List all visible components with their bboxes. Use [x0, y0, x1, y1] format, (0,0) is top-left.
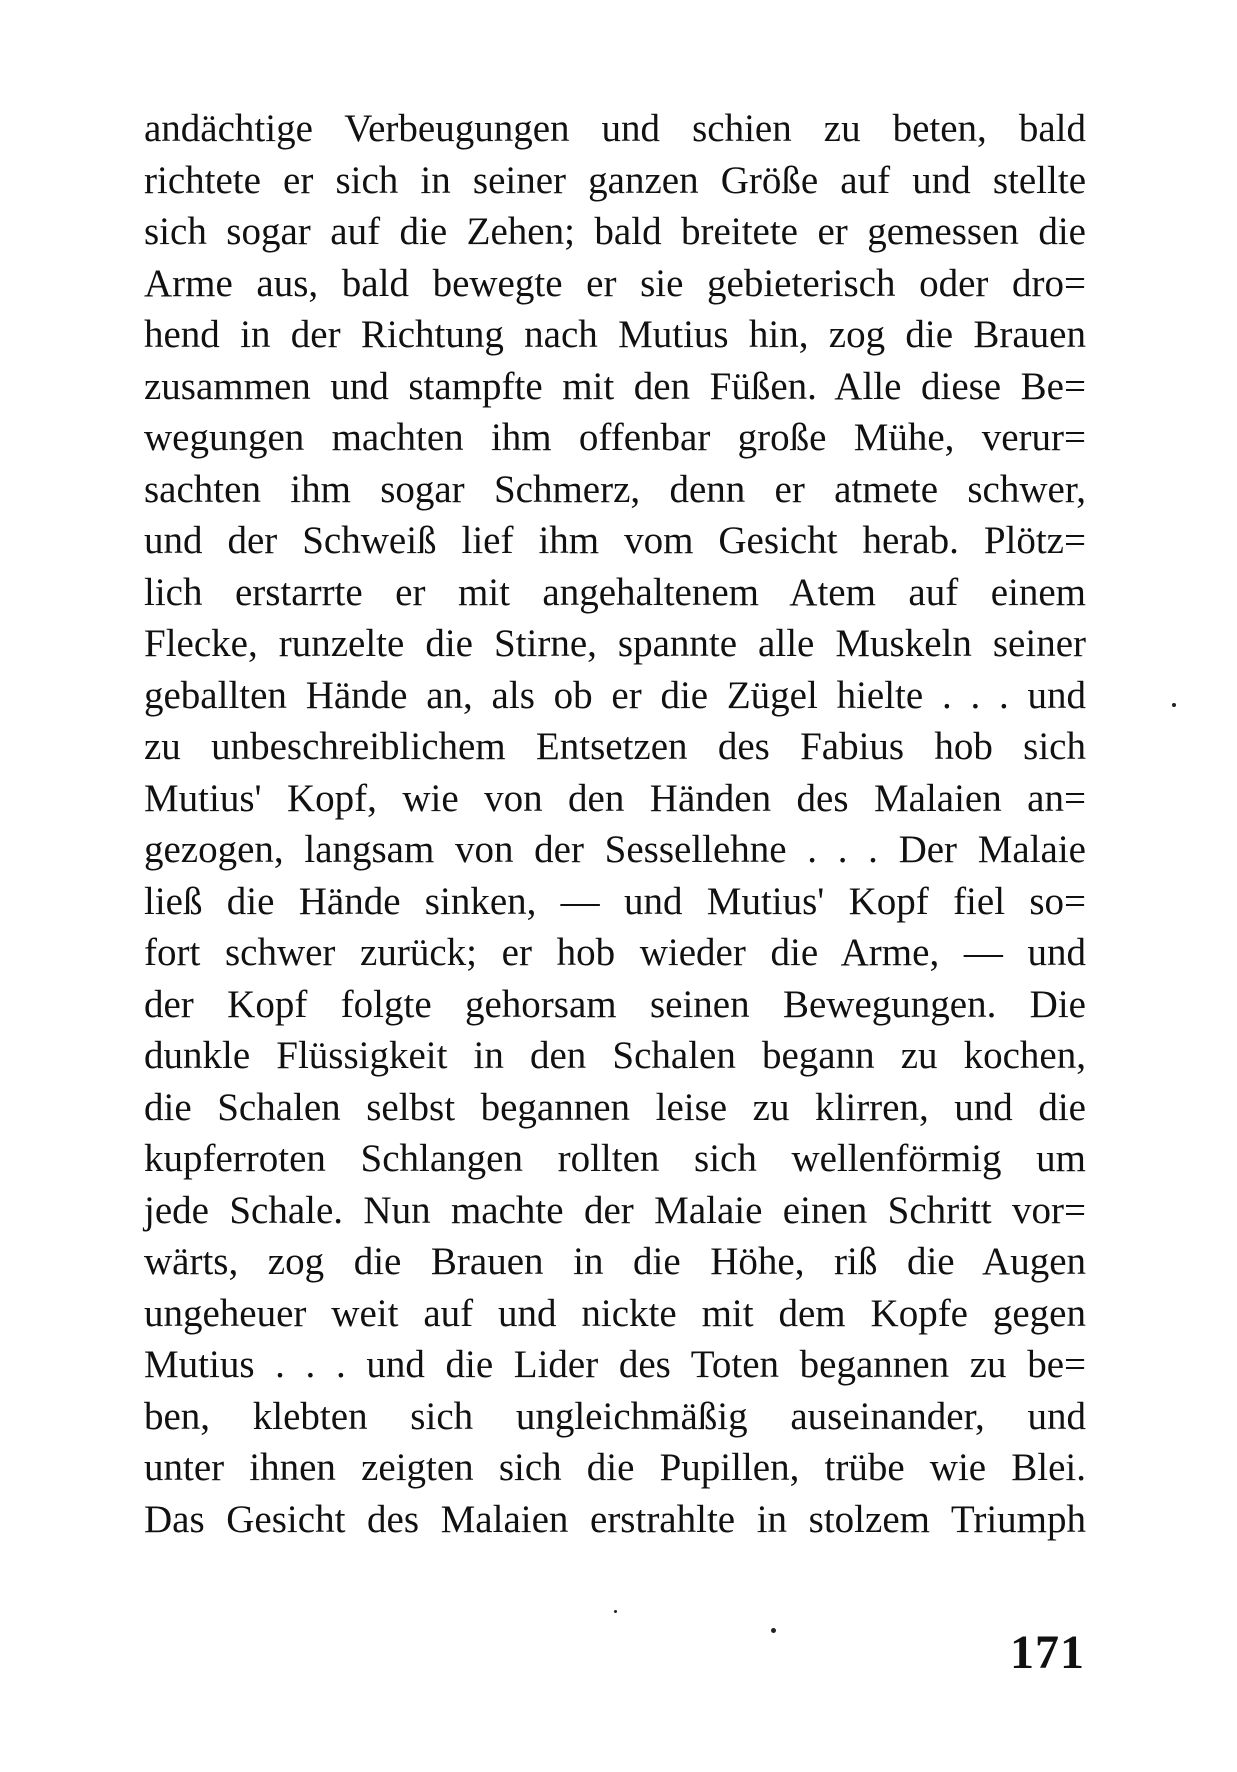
text-line: jede Schale. Nun machte der Malaie einen Schritt vor= — [144, 1188, 1086, 1232]
text-line: hend in der Richtung nach Mutius hin, zog die Brauen — [144, 313, 1086, 356]
text-line: ließ die Hände sinken, — und Mutius' Kopf fiel so= — [144, 879, 1086, 923]
text-line: wegungen machten ihm offenbar große Mühe, verur= — [144, 416, 1086, 459]
text-line: wärts, zog die Brauen in die Höhe, riß die Augen — [144, 1240, 1086, 1283]
body-text — [144, 103, 1086, 1545]
text-line: zusammen und stampfte mit den Füßen. Alle diese Be= — [144, 364, 1086, 408]
text-line: Flecke, runzelte die Stirne, spannte alle Muskeln seiner — [144, 622, 1086, 665]
text-line: Mutius . . . und die Lider des Toten begannen zu be= — [144, 1343, 1086, 1386]
text-line: der Kopf folgte gehorsam seinen Bewegungen. Die — [144, 982, 1086, 1026]
text-line: sachten ihm sogar Schmerz, denn er atmete schwer, — [144, 467, 1086, 511]
text-line: dunkle Flüssigkeit in den Schalen begann zu kochen, — [144, 1034, 1086, 1077]
text-line: geballten Hände an, als ob er die Zügel hielte . . . und — [144, 673, 1086, 717]
text-line: zu unbeschreiblichem Entsetzen des Fabius hob sich — [144, 725, 1086, 768]
text-line: unter ihnen zeigten sich die Pupillen, trübe wie Blei. — [144, 1446, 1086, 1489]
scan-speck — [614, 1610, 617, 1613]
text-line: kupferroten Schlangen rollten sich wellenförmig um — [144, 1137, 1086, 1180]
text-line: fort schwer zurück; er hob wieder die Arme, — und — [144, 931, 1086, 974]
scan-speck — [771, 1628, 776, 1633]
text-line: Mutius' Kopf, wie von den Händen des Malaien an= — [144, 776, 1086, 820]
text-line: lich erstarrte er mit angehaltenem Atem auf einem — [144, 570, 1086, 614]
text-line: Arme aus, bald bewegte er sie gebieterisch oder dro= — [144, 261, 1086, 305]
text-line: sich sogar auf die Zehen; bald breitete er gemessen die — [144, 210, 1086, 253]
text-line: und der Schweiß lief ihm vom Gesicht herab. Plötz= — [144, 519, 1086, 562]
text-line: ben, klebten sich ungleichmäßig auseinander, und — [144, 1394, 1086, 1438]
page-number: 171 — [1010, 1626, 1085, 1679]
text-line: richtete er sich in seiner ganzen Größe auf und stellte — [144, 158, 1086, 202]
text-line: andächtige Verbeugungen und schien zu beten, bald — [144, 107, 1086, 150]
scan-speck — [1172, 703, 1176, 707]
text-line: die Schalen selbst begannen leise zu klirren, und die — [144, 1085, 1086, 1129]
text-line: Das Gesicht des Malaien erstrahlte in stolzem Triumph — [144, 1497, 1086, 1541]
text-line: ungeheuer weit auf und nickte mit dem Kopfe gegen — [144, 1291, 1086, 1335]
text-line: gezogen, langsam von der Sessellehne . . . Der Malaie — [144, 828, 1086, 871]
